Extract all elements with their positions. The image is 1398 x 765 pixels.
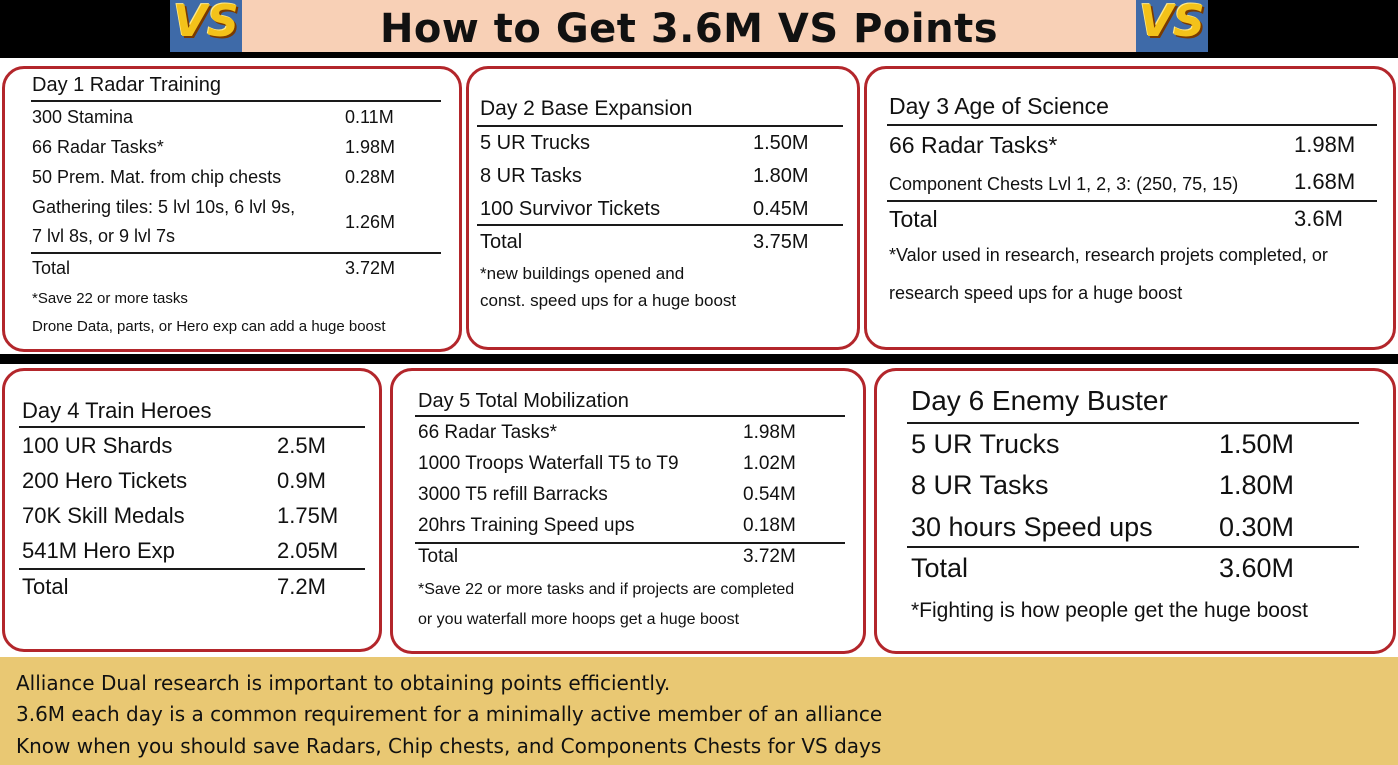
day4-title: Day 4 Train Heroes bbox=[22, 398, 212, 423]
day5-row-label: 1000 Troops Waterfall T5 to T9 bbox=[418, 453, 679, 474]
day4-title-rule bbox=[19, 426, 365, 428]
day4-card bbox=[2, 368, 382, 652]
day6-total-value: 3.60M bbox=[1219, 553, 1295, 583]
day1-row-value: 1.26M bbox=[345, 212, 396, 232]
day1-total-value: 3.72M bbox=[345, 258, 396, 278]
day1-row-label: 300 Stamina bbox=[32, 107, 134, 127]
day4-row-label: 200 Hero Tickets bbox=[22, 468, 188, 493]
header-bar bbox=[0, 0, 1398, 58]
day2-title: Day 2 Base Expansion bbox=[480, 97, 693, 120]
day4-row-value: 0.9M bbox=[277, 468, 326, 493]
top-section bbox=[0, 58, 1398, 354]
day1-row-label: 50 Prem. Mat. from chip chests bbox=[32, 167, 282, 187]
day2-note: *new buildings opened and bbox=[480, 264, 685, 283]
day3-row-label: Component Chests Lvl 1, 2, 3: (250, 75, 15) bbox=[889, 174, 1239, 194]
day2-row-label: 8 UR Tasks bbox=[480, 165, 582, 187]
day2-total-rule bbox=[477, 224, 843, 226]
page-title: How to Get 3.6M VS Points bbox=[379, 6, 999, 52]
day5-total-label: Total bbox=[418, 546, 459, 567]
day2-card bbox=[466, 66, 860, 350]
day6-row-value: 1.50M bbox=[1219, 429, 1295, 459]
day1-row-label: 66 Radar Tasks* bbox=[32, 137, 164, 157]
day1-row-value: 0.28M bbox=[345, 167, 396, 187]
day6-total-rule bbox=[907, 546, 1359, 548]
day2-row-value: 1.80M bbox=[753, 165, 809, 187]
day6-title: Day 6 Enemy Buster bbox=[911, 385, 1168, 416]
day2-row-label: 100 Survivor Tickets bbox=[480, 198, 661, 220]
day5-row-value: 0.54M bbox=[743, 484, 796, 505]
vs-badge-left bbox=[170, 0, 242, 52]
day2-row-label: 5 UR Trucks bbox=[480, 132, 591, 154]
day4-row-label: 541M Hero Exp bbox=[22, 538, 175, 563]
footer-line: Know when you should save Radars, Chip chests, and Components Chests for VS days bbox=[16, 734, 882, 758]
day2-row-value: 0.45M bbox=[753, 198, 809, 220]
day5-row-value: 1.98M bbox=[743, 422, 796, 443]
day1-row-value: 0.11M bbox=[345, 107, 394, 127]
day5-total-value: 3.72M bbox=[743, 546, 796, 567]
day6-total-label: Total bbox=[911, 553, 969, 583]
day6-row-value: 0.30M bbox=[1219, 512, 1295, 542]
footer-line: Alliance Dual research is important to obtaining points efficiently. bbox=[16, 671, 671, 695]
day5-row-label: 20hrs Training Speed ups bbox=[418, 515, 635, 536]
day5-row-label: 3000 T5 refill Barracks bbox=[418, 484, 608, 505]
day3-total-rule bbox=[887, 200, 1377, 202]
day5-title: Day 5 Total Mobilization bbox=[418, 390, 629, 412]
day2-total-label: Total bbox=[480, 231, 523, 253]
day6-row-label: 5 UR Trucks bbox=[911, 429, 1060, 459]
bottom-section bbox=[0, 364, 1398, 657]
day5-row-value: 0.18M bbox=[743, 515, 796, 536]
day5-row-label: 66 Radar Tasks* bbox=[418, 422, 558, 443]
footer-band bbox=[0, 657, 1398, 765]
day1-note: *Save 22 or more tasks bbox=[32, 290, 188, 307]
day5-total-rule bbox=[415, 542, 845, 544]
day5-note: or you waterfall more hoops get a huge boost bbox=[418, 611, 740, 628]
footer-line: 3.6M each day is a common requirement for a minimally active member of an alliance bbox=[16, 702, 883, 726]
day1-total-label: Total bbox=[32, 258, 71, 278]
vs-badge-right bbox=[1136, 0, 1208, 52]
day1-card bbox=[2, 66, 462, 352]
day4-row-label: 70K Skill Medals bbox=[22, 503, 185, 528]
day6-row-value: 1.80M bbox=[1219, 470, 1295, 500]
day1-note: Drone Data, parts, or Hero exp can add a huge boost bbox=[32, 318, 386, 335]
vs-badge-right-text: VS bbox=[1139, 0, 1205, 47]
day3-note: research speed ups for a huge boost bbox=[889, 283, 1183, 303]
day4-row-value: 2.05M bbox=[277, 538, 339, 563]
day3-note: *Valor used in research, research projets completed, or bbox=[889, 245, 1328, 265]
day3-row-label: 66 Radar Tasks* bbox=[889, 132, 1058, 158]
day3-title-rule bbox=[887, 124, 1377, 126]
day1-title: Day 1 Radar Training bbox=[32, 74, 221, 96]
day4-total-label: Total bbox=[22, 574, 69, 599]
day3-total-label: Total bbox=[889, 206, 938, 232]
day4-row-label: 100 UR Shards bbox=[22, 433, 173, 458]
day4-total-value: 7.2M bbox=[277, 574, 326, 599]
day1-title-rule bbox=[31, 100, 441, 102]
day6-card bbox=[874, 368, 1396, 654]
day3-row-value: 1.98M bbox=[1294, 132, 1356, 157]
day6-row-label: 8 UR Tasks bbox=[911, 470, 1049, 500]
day5-card bbox=[390, 368, 866, 654]
day2-row-value: 1.50M bbox=[753, 132, 809, 154]
day1-total-rule bbox=[31, 252, 441, 254]
title-band bbox=[170, 0, 1208, 52]
day1-row-value: 1.98M bbox=[345, 137, 396, 157]
day4-total-rule bbox=[19, 568, 365, 570]
day4-row-value: 2.5M bbox=[277, 433, 326, 458]
day1-row-label-line2: 7 lvl 8s, or 9 lvl 7s bbox=[32, 226, 176, 246]
day6-title-rule bbox=[907, 422, 1359, 424]
day2-total-value: 3.75M bbox=[753, 231, 809, 253]
day5-row-value: 1.02M bbox=[743, 453, 796, 474]
day2-note: const. speed ups for a huge boost bbox=[480, 291, 737, 310]
day4-row-value: 1.75M bbox=[277, 503, 339, 528]
day6-row-label: 30 hours Speed ups bbox=[911, 512, 1153, 542]
vs-badge-left-text: VS bbox=[173, 0, 239, 47]
day3-card bbox=[864, 66, 1396, 350]
day3-total-value: 3.6M bbox=[1294, 206, 1343, 231]
day3-row-value: 1.68M bbox=[1294, 169, 1356, 194]
day3-title: Day 3 Age of Science bbox=[889, 93, 1109, 119]
day5-note: *Save 22 or more tasks and if projects are completed bbox=[418, 581, 795, 598]
section-separator bbox=[0, 354, 1398, 364]
day2-title-rule bbox=[477, 125, 843, 127]
day1-row-label-line1: Gathering tiles: 5 lvl 10s, 6 lvl 9s, bbox=[32, 197, 296, 217]
day6-note: *Fighting is how people get the huge boost bbox=[911, 599, 1308, 622]
day5-title-rule bbox=[415, 415, 845, 417]
